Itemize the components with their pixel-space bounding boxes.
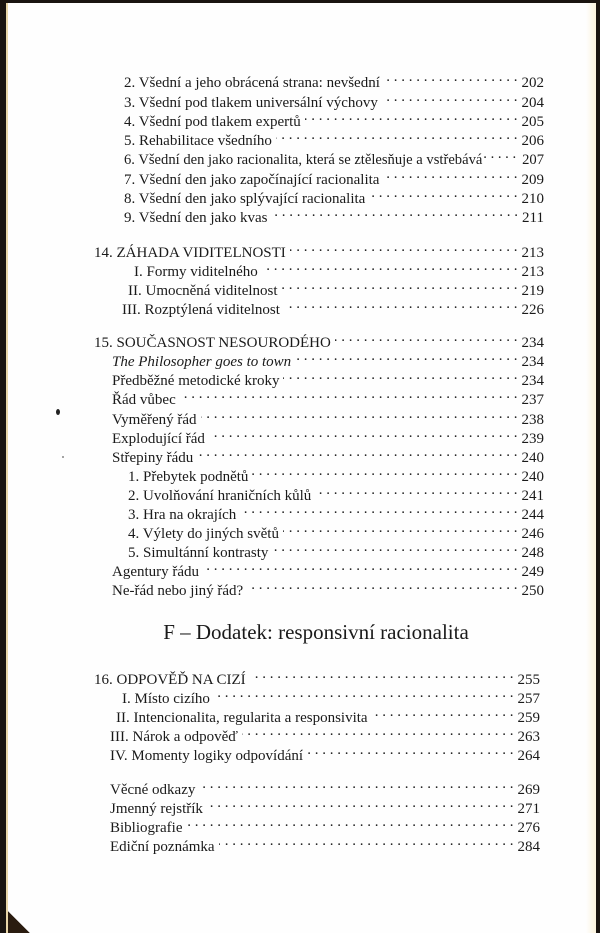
dot-leader (283, 366, 517, 385)
dot-leader (276, 126, 518, 145)
toc-entry-page: 276 (517, 820, 540, 836)
dot-leader (272, 538, 517, 557)
chapter-title: 15. SOUČASNOST NESOURODÉHO (94, 335, 331, 351)
dot-leader (219, 832, 514, 851)
toc-entry-label: Explodující řád (112, 431, 205, 447)
toc-entry-label: 2. Uvolňování hraničních kůlů (128, 488, 312, 504)
toc-entry-page: 239 (521, 431, 544, 447)
toc-entry-label: 1. Přebytek podnětů (128, 469, 249, 485)
toc-entry-label: Ne-řád nebo jiný řád? (112, 583, 244, 599)
toc-entry-page: 202 (521, 75, 544, 91)
toc-entry-label: 4. Všední pod tlakem expertů (124, 114, 301, 130)
toc-entry-page: 248 (521, 545, 544, 561)
toc-entry-page: 209 (521, 172, 544, 188)
chapter-page: 255 (517, 672, 540, 688)
dot-leader (295, 347, 517, 366)
toc-entry-page: 238 (521, 412, 544, 428)
toc-entry-label: 3. Všední pod tlakem universální výchovy (124, 95, 378, 111)
book-page (6, 3, 596, 933)
toc-entry-label: II. Intencionalita, regularita a responsivita (116, 710, 368, 726)
toc-entry-page: 284 (517, 839, 540, 855)
toc-entry-page: 234 (521, 354, 544, 370)
toc-entry-label: 5. Rehabilitace všedního (124, 133, 272, 149)
toc-entry-label: 5. Simultánní kontrasty (128, 545, 269, 561)
dot-leader (214, 684, 514, 703)
toc-entry-page: 210 (521, 191, 544, 207)
part-heading: F – Dodatek: responsivní racionalita (163, 620, 469, 644)
toc-entry-label: Střepiny řádu (112, 450, 194, 466)
dot-leader (242, 722, 514, 741)
toc-entry-page: 211 (522, 210, 544, 226)
toc-entry-label: 9. Všední den jako kvas (124, 210, 268, 226)
toc-entry-label: The Philosopher goes to town (112, 354, 292, 370)
ink-speck (62, 456, 64, 458)
toc-entry-label: I. Místo cizího (122, 691, 210, 707)
toc-entry-label: 6. Všední den jako racionalita, která se ztělesňuje a vstřebává (124, 152, 483, 168)
dot-leader (315, 481, 517, 500)
toc-entry-label: 7. Všední den jako započínající racionalita (124, 172, 380, 188)
toc-entry-page: 226 (521, 302, 544, 318)
ink-speck (56, 409, 60, 415)
toc-entry-page: 204 (521, 95, 544, 111)
dot-leader (197, 443, 517, 462)
toc-entry (124, 203, 544, 228)
toc-entry (112, 576, 544, 601)
dot-leader (240, 500, 517, 519)
toc-entry-page: 237 (521, 392, 544, 408)
toc-entry-page: 244 (521, 507, 544, 523)
chapter-title: 16. ODPOVĚĎ NA CIZÍ (94, 672, 246, 688)
dot-leader (383, 165, 517, 184)
toc-entry (110, 832, 540, 857)
toc-entry-page: 234 (521, 373, 544, 389)
toc-entry-page: 240 (521, 450, 544, 466)
toc-entry-label: Předběžné metodické kroky (112, 373, 280, 389)
toc-entry-label: III. Nárok a odpověď (110, 729, 238, 745)
toc-entry-label: III. Rozptýlená viditelnost (122, 302, 280, 318)
toc-entry-page: 259 (517, 710, 540, 726)
toc-entry-page: 207 (522, 152, 544, 168)
toc-entry-label: Věcné odkazy (110, 782, 196, 798)
dot-leader (382, 88, 518, 107)
dot-leader (284, 295, 518, 314)
toc-entry-label: Bibliografie (110, 820, 183, 836)
dot-leader (262, 257, 518, 276)
toc-entry-label: Ediční poznámka (110, 839, 215, 855)
toc-entry-page: 269 (517, 782, 540, 798)
toc-entry-page: 246 (521, 526, 544, 542)
dot-leader (250, 665, 514, 684)
toc-entry-label: Agentury řádu (112, 564, 200, 580)
dot-leader (180, 385, 518, 404)
toc-entry-label: IV. Momenty logiky odpovídání (110, 748, 304, 764)
toc-entry-label: 2. Všední a jeho obrácená strana: nevšední (124, 75, 380, 91)
dot-leader (252, 462, 517, 481)
dot-leader (209, 424, 518, 443)
toc-entry (110, 741, 540, 766)
toc-entry-page: 263 (517, 729, 540, 745)
dot-leader (199, 775, 513, 794)
chapter-page: 234 (521, 335, 544, 351)
toc-entry-page: 249 (521, 564, 544, 580)
toc-entry-page: 240 (521, 469, 544, 485)
toc-entry (122, 295, 544, 320)
toc-entry-label: 3. Hra na okrajích (128, 507, 237, 523)
page-corner-shadow (8, 909, 32, 933)
chapter-page: 213 (521, 245, 544, 261)
dot-leader (201, 405, 518, 424)
dot-leader (307, 741, 513, 760)
toc-entry-page: 205 (521, 114, 544, 130)
chapter-title: 14. ZÁHADA VIDITELNOSTI (94, 245, 286, 261)
dot-leader (271, 203, 518, 222)
toc-entry-page: 241 (521, 488, 544, 504)
dot-leader (290, 238, 518, 257)
toc-entry-page: 250 (521, 583, 544, 599)
toc-entry-label: Jmenný rejstřík (110, 801, 203, 817)
dot-leader (369, 184, 517, 203)
dot-leader (305, 107, 518, 126)
dot-leader (207, 794, 514, 813)
toc-entry-label: Vyměřený řád (112, 412, 197, 428)
dot-leader (283, 519, 518, 538)
dot-leader (482, 145, 516, 164)
toc-entry-page: 206 (521, 133, 544, 149)
dot-leader (282, 276, 518, 295)
toc-entry-label: I. Formy viditelného (134, 264, 258, 280)
dot-leader (186, 813, 513, 832)
dot-leader (203, 557, 517, 576)
dot-leader (247, 576, 517, 595)
toc-entry-label: Řád vůbec (112, 392, 176, 408)
dot-leader (335, 328, 518, 347)
toc-entry-page: 271 (517, 801, 540, 817)
dot-leader (372, 703, 514, 722)
dot-leader (384, 68, 518, 87)
toc-entry-label: 4. Výlety do jiných světů (128, 526, 279, 542)
toc-entry-label: 8. Všední den jako splývající racionalita (124, 191, 366, 207)
toc-entry-label: II. Umocněná viditelnost (128, 283, 278, 299)
toc-entry-page: 219 (521, 283, 544, 299)
toc-entry-page: 213 (521, 264, 544, 280)
toc-entry-page: 264 (517, 748, 540, 764)
toc-entry-page: 257 (517, 691, 540, 707)
